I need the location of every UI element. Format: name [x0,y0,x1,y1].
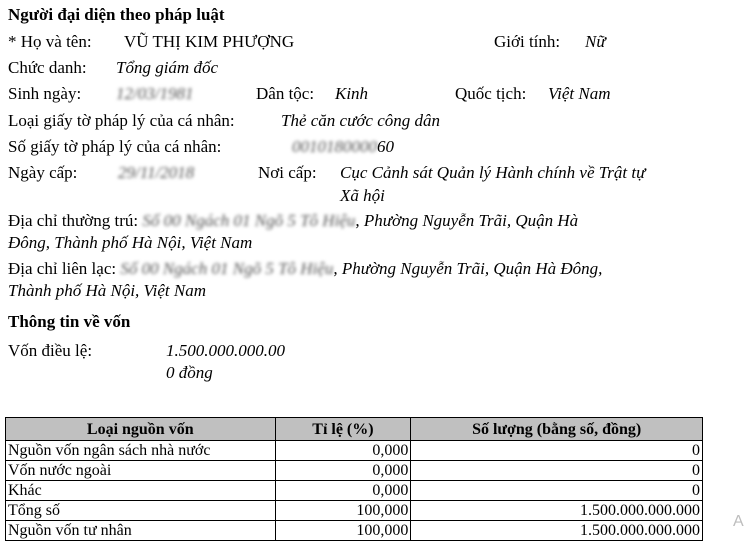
source-amount: 0 [411,481,703,501]
capital-heading: Thông tin về vốn [8,312,131,331]
perm-rest: , Phường Nguyễn Trãi, Quận Hà [355,211,579,230]
table-row [6,521,703,541]
source-amount: 1.500.000.000.000 [411,501,703,521]
contact-address [8,259,602,279]
idno-value [292,137,394,157]
col-amount: Số lượng (bằng số, đồng) [411,418,703,441]
name-value: VŨ THỊ KIM PHƯỢNG [124,32,295,51]
dob-value: 12/03/1981 [116,84,194,103]
source-name: Nguồn vốn tư nhân [6,521,276,541]
issue-value: 29/11/2018 [118,163,195,182]
source-name: Nguồn vốn ngân sách nhà nước [6,441,276,461]
source-ratio: 100,000 [275,501,411,521]
gender-value: Nữ [585,32,606,51]
contact-masked: Số 00 Ngách 01 Ngõ 5 Tô Hiệu [120,259,334,278]
contact-line2: Thành phố Hà Nội, Việt Nam [8,281,207,300]
table-row [6,481,703,501]
source-amount: 0 [411,461,703,481]
ethnic-label: Dân tộc: [256,84,315,103]
nation-label: Quốc tịch: [455,84,527,103]
rep-heading: Người đại diện theo pháp luật [8,5,225,24]
source-name: Vốn nước ngoài [6,461,276,481]
source-ratio: 0,000 [275,461,411,481]
place-line2: Xã hội [340,186,385,205]
name-label: * Họ và tên: [8,32,92,51]
perm-address [8,211,578,231]
source-ratio: 0,000 [275,481,411,501]
table-header-row [6,418,703,441]
issue-label: Ngày cấp: [8,163,78,182]
cut-off-text: A [733,513,744,530]
col-source-type: Loại nguồn vốn [6,418,276,441]
charter-words: 0 đồng [166,363,213,382]
charter-label: Vốn điều lệ: [8,341,93,360]
title-value: Tổng giám đốc [116,58,218,77]
source-name: Khác [6,481,276,501]
perm-label: Địa chỉ thường trú: [8,211,139,230]
idtype-label: Loại giấy tờ pháp lý của cá nhân: [8,111,235,130]
col-ratio: Tỉ lệ (%) [275,418,411,441]
charter-amount: 1.500.000.000.00 [166,341,285,360]
table-row [6,461,703,481]
place-label: Nơi cấp: [258,163,317,182]
perm-masked: Số 00 Ngách 01 Ngõ 5 Tô Hiệu [142,211,356,230]
nation-value: Việt Nam [548,84,611,103]
table-row [6,441,703,461]
place-line1: Cục Cảnh sát Quản lý Hành chính về Trật tự [340,163,646,182]
idtype-value: Thẻ căn cước công dân [281,111,441,130]
dob-label: Sinh ngày: [8,84,82,103]
idno-label: Số giấy tờ pháp lý của cá nhân: [8,137,222,156]
contact-label: Địa chỉ liên lạc: [8,259,117,278]
capital-source-table [5,417,703,541]
source-name: Tổng số [6,501,276,521]
source-ratio: 100,000 [275,521,411,541]
title-label: Chức danh: [8,58,87,77]
gender-label: Giới tính: [494,32,561,51]
idno-masked: 0010180000 [292,137,377,156]
source-amount: 0 [411,441,703,461]
idno-tail: 60 [377,137,394,156]
ethnic-value: Kinh [335,84,369,103]
contact-rest: , Phường Nguyễn Trãi, Quận Hà Đông, [333,259,603,278]
perm-line2: Đông, Thành phố Hà Nội, Việt Nam [8,233,253,252]
table-row [6,501,703,521]
source-ratio: 0,000 [275,441,411,461]
source-amount: 1.500.000.000.000 [411,521,703,541]
